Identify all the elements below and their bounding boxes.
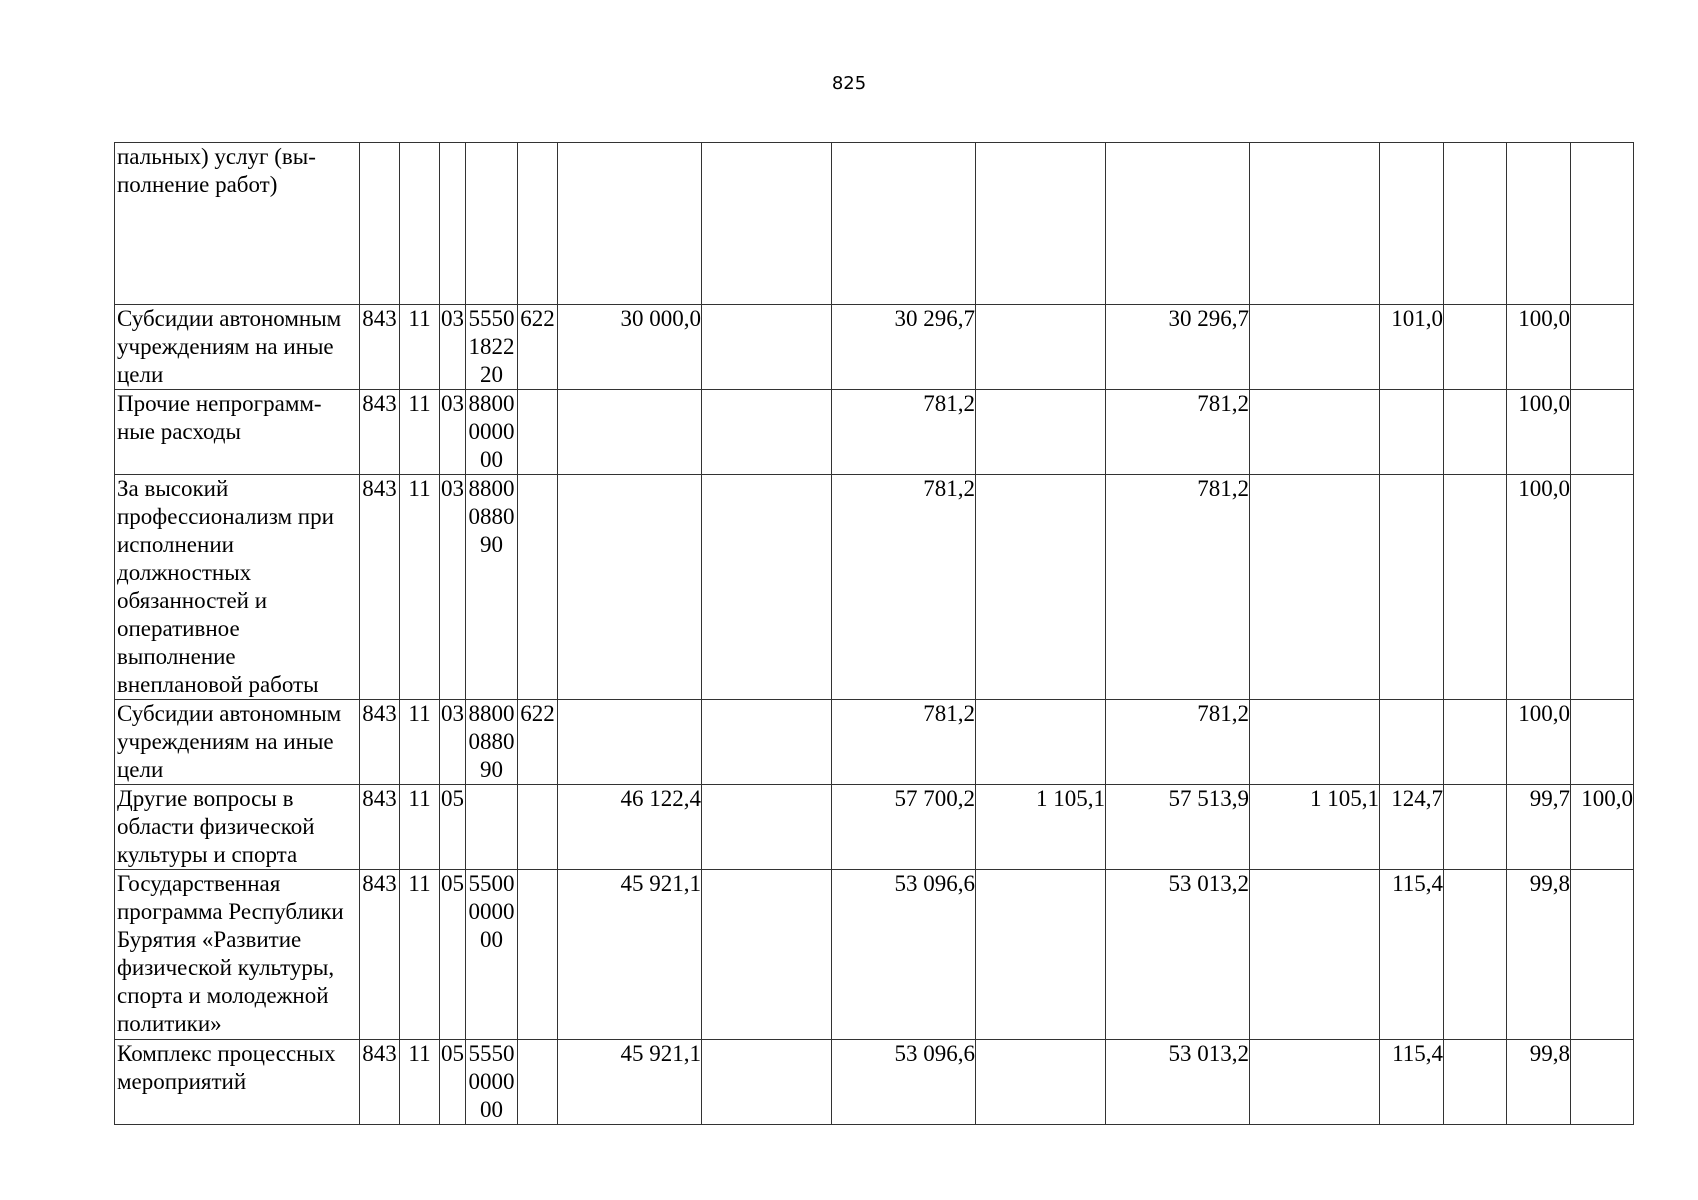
target-article-cell: 8800000000 [466, 390, 518, 475]
expense-type-cell [518, 1040, 558, 1125]
value-cell-9: 99,7 [1507, 785, 1571, 870]
section-code-cell: 11 [400, 475, 440, 700]
gr-code-cell: 843 [360, 390, 400, 475]
value-cell-9: 100,0 [1507, 475, 1571, 700]
expense-type-cell [518, 390, 558, 475]
value-cell-2 [702, 700, 832, 785]
value-cell-6 [1250, 143, 1380, 305]
value-cell-7 [1380, 700, 1444, 785]
gr-code-cell: 843 [360, 870, 400, 1040]
value-cell-1: 46 122,4 [558, 785, 702, 870]
table-row [115, 785, 1634, 870]
value-cell-5 [1106, 143, 1250, 305]
value-cell-6 [1250, 390, 1380, 475]
value-cell-10: 100,0 [1571, 785, 1634, 870]
value-cell-8 [1444, 700, 1507, 785]
target-article-cell [466, 785, 518, 870]
value-cell-2 [702, 870, 832, 1040]
value-cell-8 [1444, 785, 1507, 870]
value-cell-2 [702, 785, 832, 870]
row-name-cell: Другие вопросы в области физической культуры и спорта [115, 785, 360, 870]
value-cell-6 [1250, 475, 1380, 700]
table-row [115, 700, 1634, 785]
value-cell-8 [1444, 390, 1507, 475]
value-cell-10 [1571, 700, 1634, 785]
target-article-cell: 5550000000 [466, 1040, 518, 1125]
value-cell-1 [558, 700, 702, 785]
expense-type-cell [518, 475, 558, 700]
value-cell-5: 53 013,2 [1106, 1040, 1250, 1125]
expense-type-cell: 622 [518, 700, 558, 785]
value-cell-1 [558, 143, 702, 305]
value-cell-6 [1250, 305, 1380, 390]
subsection-code-cell: 03 [440, 475, 466, 700]
value-cell-3: 30 296,7 [832, 305, 976, 390]
value-cell-10 [1571, 143, 1634, 305]
gr-code-cell: 843 [360, 700, 400, 785]
value-cell-3: 781,2 [832, 475, 976, 700]
value-cell-3: 53 096,6 [832, 1040, 976, 1125]
target-article-cell: 5550182220 [466, 305, 518, 390]
value-cell-8 [1444, 143, 1507, 305]
value-cell-4 [976, 143, 1106, 305]
gr-code-cell: 843 [360, 305, 400, 390]
row-name-cell: Прочие непрограмм-ные расходы [115, 390, 360, 475]
gr-code-cell: 843 [360, 785, 400, 870]
value-cell-1 [558, 390, 702, 475]
value-cell-6 [1250, 700, 1380, 785]
value-cell-8 [1444, 305, 1507, 390]
row-name-cell: пальных) услуг (вы-полнение работ) [115, 143, 360, 305]
expense-type-cell [518, 870, 558, 1040]
value-cell-4 [976, 390, 1106, 475]
subsection-code-cell: 05 [440, 785, 466, 870]
value-cell-7 [1380, 390, 1444, 475]
value-cell-5: 53 013,2 [1106, 870, 1250, 1040]
target-article-cell: 8800088090 [466, 700, 518, 785]
section-code-cell: 11 [400, 390, 440, 475]
subsection-code-cell: 05 [440, 1040, 466, 1125]
subsection-code-cell: 03 [440, 390, 466, 475]
value-cell-4 [976, 700, 1106, 785]
value-cell-10 [1571, 305, 1634, 390]
value-cell-2 [702, 475, 832, 700]
value-cell-1: 45 921,1 [558, 870, 702, 1040]
value-cell-2 [702, 390, 832, 475]
section-code-cell: 11 [400, 700, 440, 785]
table-row [115, 1040, 1634, 1125]
value-cell-3: 53 096,6 [832, 870, 976, 1040]
value-cell-10 [1571, 390, 1634, 475]
value-cell-3: 781,2 [832, 390, 976, 475]
value-cell-7 [1380, 475, 1444, 700]
row-name-cell: Государственная программа Республики Бурятия «Развитие физической культуры, спорта и молодежной политики» [115, 870, 360, 1040]
value-cell-10 [1571, 870, 1634, 1040]
value-cell-9: 100,0 [1507, 305, 1571, 390]
budget-table [114, 142, 1634, 1125]
value-cell-4 [976, 475, 1106, 700]
value-cell-7: 101,0 [1380, 305, 1444, 390]
subsection-code-cell: 03 [440, 305, 466, 390]
target-article-cell [466, 143, 518, 305]
row-name-cell: За высокий профессионализм при исполнении должностных обязанностей и оперативное выполнение внеплановой работы [115, 475, 360, 700]
row-name-cell: Комплекс процессных мероприятий [115, 1040, 360, 1125]
value-cell-2 [702, 143, 832, 305]
value-cell-2 [702, 305, 832, 390]
table-row [115, 475, 1634, 700]
value-cell-7: 115,4 [1380, 1040, 1444, 1125]
subsection-code-cell: 03 [440, 700, 466, 785]
value-cell-9 [1507, 143, 1571, 305]
value-cell-6 [1250, 1040, 1380, 1125]
table-row [115, 870, 1634, 1040]
expense-type-cell [518, 785, 558, 870]
expense-type-cell: 622 [518, 305, 558, 390]
page-number: 825 [831, 73, 867, 94]
value-cell-7: 124,7 [1380, 785, 1444, 870]
table-row [115, 143, 1634, 305]
section-code-cell: 11 [400, 1040, 440, 1125]
value-cell-9: 99,8 [1507, 1040, 1571, 1125]
section-code-cell [400, 143, 440, 305]
value-cell-8 [1444, 870, 1507, 1040]
value-cell-10 [1571, 1040, 1634, 1125]
value-cell-6: 1 105,1 [1250, 785, 1380, 870]
value-cell-5: 57 513,9 [1106, 785, 1250, 870]
value-cell-3 [832, 143, 976, 305]
value-cell-5: 781,2 [1106, 475, 1250, 700]
gr-code-cell [360, 143, 400, 305]
section-code-cell: 11 [400, 785, 440, 870]
subsection-code-cell [440, 143, 466, 305]
value-cell-9: 100,0 [1507, 700, 1571, 785]
value-cell-6 [1250, 870, 1380, 1040]
row-name-cell: Субсидии автономным учреждениям на иные цели [115, 700, 360, 785]
section-code-cell: 11 [400, 305, 440, 390]
target-article-cell: 5500000000 [466, 870, 518, 1040]
table-row [115, 305, 1634, 390]
value-cell-8 [1444, 475, 1507, 700]
value-cell-8 [1444, 1040, 1507, 1125]
value-cell-5: 781,2 [1106, 390, 1250, 475]
value-cell-7 [1380, 143, 1444, 305]
value-cell-5: 30 296,7 [1106, 305, 1250, 390]
value-cell-5: 781,2 [1106, 700, 1250, 785]
expense-type-cell [518, 143, 558, 305]
value-cell-4 [976, 305, 1106, 390]
gr-code-cell: 843 [360, 1040, 400, 1125]
value-cell-3: 781,2 [832, 700, 976, 785]
value-cell-10 [1571, 475, 1634, 700]
section-code-cell: 11 [400, 870, 440, 1040]
value-cell-2 [702, 1040, 832, 1125]
value-cell-9: 99,8 [1507, 870, 1571, 1040]
value-cell-4 [976, 1040, 1106, 1125]
table-row [115, 390, 1634, 475]
value-cell-4 [976, 870, 1106, 1040]
subsection-code-cell: 05 [440, 870, 466, 1040]
value-cell-1: 45 921,1 [558, 1040, 702, 1125]
value-cell-3: 57 700,2 [832, 785, 976, 870]
row-name-cell: Субсидии автономным учреждениям на иные цели [115, 305, 360, 390]
value-cell-9: 100,0 [1507, 390, 1571, 475]
gr-code-cell: 843 [360, 475, 400, 700]
value-cell-4: 1 105,1 [976, 785, 1106, 870]
value-cell-1: 30 000,0 [558, 305, 702, 390]
value-cell-1 [558, 475, 702, 700]
target-article-cell: 8800088090 [466, 475, 518, 700]
value-cell-7: 115,4 [1380, 870, 1444, 1040]
